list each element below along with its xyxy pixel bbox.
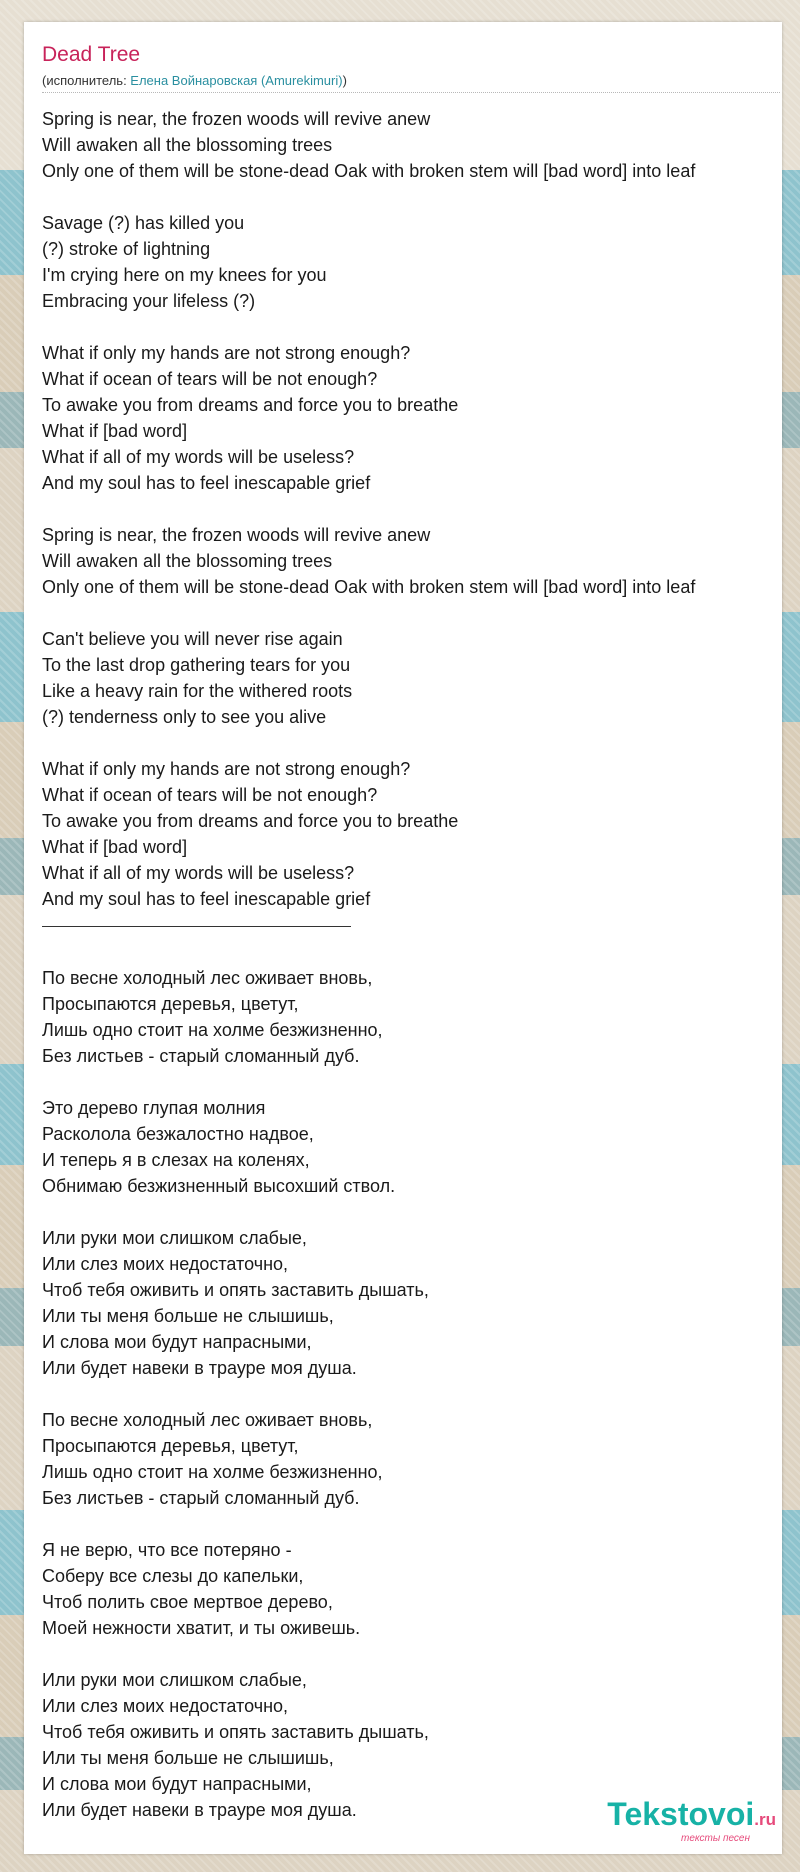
logo-tld: .ru <box>754 1810 776 1829</box>
english-lyric-line: What if ocean of tears will be not enough? <box>42 369 378 389</box>
english-lyric-line: And my soul has to feel inescapable grief <box>42 889 371 909</box>
lyrics-card <box>24 22 782 1854</box>
english-lyric-line: What if [bad word] <box>42 421 188 441</box>
english-lyric-line: Will awaken all the blossoming trees <box>42 551 333 571</box>
english-lyric-line: What if only my hands are not strong enough? <box>42 759 411 779</box>
russian-lyric-line: По весне холодный лес оживает вновь, <box>42 968 373 988</box>
english-lyric-line: What if [bad word] <box>42 837 188 857</box>
russian-lyric-line: Чтоб полить свое мертвое дерево, <box>42 1592 333 1612</box>
russian-lyric-line: И теперь я в слезах на коленях, <box>42 1150 310 1170</box>
russian-lyric-line: Просыпаются деревья, цветут, <box>42 994 299 1014</box>
english-lyric-line: To awake you from dreams and force you to breathe <box>42 811 459 831</box>
english-lyric-line: (?) stroke of lightning <box>42 239 211 259</box>
english-lyric-line: Spring is near, the frozen woods will revive anew <box>42 109 431 129</box>
artist-byline <box>42 73 347 88</box>
russian-lyric-line: Или руки мои слишком слабые, <box>42 1670 307 1690</box>
stanza-gap <box>42 1199 695 1225</box>
byline-prefix: (исполнитель: <box>42 73 131 88</box>
russian-lyric-line: Или слез моих недостаточно, <box>42 1696 289 1716</box>
song-title: Dead Tree <box>42 43 141 66</box>
russian-lyric-line: Расколола безжалостно надвое, <box>42 1124 314 1144</box>
russian-lyric-line: Лишь одно стоит на холме безжизненно, <box>42 1462 383 1482</box>
translation-divider <box>42 912 351 927</box>
russian-lyric-line: Я не верю, что все потеряно - <box>42 1540 292 1560</box>
english-lyric-line: And my soul has to feel inescapable grief <box>42 473 371 493</box>
stanza-gap <box>42 600 695 626</box>
russian-lyric-line: И слова мои будут напрасными, <box>42 1774 312 1794</box>
stanza-gap <box>42 314 695 340</box>
russian-lyric-line: Без листьев - старый сломанный дуб. <box>42 1046 360 1066</box>
english-lyric-line: I'm crying here on my knees for you <box>42 265 327 285</box>
russian-lyric-line: Или слез моих недостаточно, <box>42 1254 289 1274</box>
stanza-gap <box>42 1069 695 1095</box>
english-lyric-line: Can't believe you will never rise again <box>42 629 343 649</box>
english-lyric-line: To the last drop gathering tears for you <box>42 655 351 675</box>
russian-lyric-line: Чтоб тебя оживить и опять заставить дышать, <box>42 1722 429 1742</box>
stanza-gap <box>42 1381 695 1407</box>
logo-tagline: тексты песен <box>681 1833 750 1844</box>
english-lyric-line: (?) tenderness only to see you alive <box>42 707 327 727</box>
russian-lyric-line: Без листьев - старый сломанный дуб. <box>42 1488 360 1508</box>
english-lyric-line: Savage (?) has killed you <box>42 213 245 233</box>
russian-lyric-line: Или ты меня больше не слышишь, <box>42 1306 334 1326</box>
header-divider <box>42 92 780 93</box>
russian-lyric-line: Или ты меня больше не слышишь, <box>42 1748 334 1768</box>
english-lyric-line: Will awaken all the blossoming trees <box>42 135 333 155</box>
russian-lyric-line: Моей нежности хватит, и ты оживешь. <box>42 1618 361 1638</box>
lyrics-text <box>42 106 695 1823</box>
english-lyric-line: Embracing your lifeless (?) <box>42 291 256 311</box>
russian-lyric-line: Или руки мои слишком слабые, <box>42 1228 307 1248</box>
byline-suffix: ) <box>342 73 347 88</box>
english-lyric-line: What if all of my words will be useless? <box>42 863 355 883</box>
russian-lyric-line: Это дерево глупая молния <box>42 1098 266 1118</box>
english-lyric-line: Like a heavy rain for the withered roots <box>42 681 353 701</box>
artist-link[interactable]: Елена Войнаровская (Amurekimuri) <box>130 73 343 88</box>
english-lyric-line: To awake you from dreams and force you to breathe <box>42 395 459 415</box>
logo-brand: Tekstovoi <box>607 1796 755 1832</box>
stanza-gap <box>42 184 695 210</box>
stanza-gap <box>42 1641 695 1667</box>
english-lyric-line: What if all of my words will be useless? <box>42 447 355 467</box>
russian-lyric-line: По весне холодный лес оживает вновь, <box>42 1410 373 1430</box>
site-logo[interactable] <box>607 1798 776 1844</box>
stanza-gap <box>42 1511 695 1537</box>
russian-lyric-line: Или будет навеки в трауре моя душа. <box>42 1358 357 1378</box>
russian-lyric-line: Соберу все слезы до капельки, <box>42 1566 304 1586</box>
russian-lyric-line: Чтоб тебя оживить и опять заставить дышать, <box>42 1280 429 1300</box>
russian-lyric-line: Или будет навеки в трауре моя душа. <box>42 1800 357 1820</box>
english-lyric-line: What if only my hands are not strong enough? <box>42 343 411 363</box>
russian-lyric-line: Просыпаются деревья, цветут, <box>42 1436 299 1456</box>
stanza-gap <box>42 496 695 522</box>
russian-lyric-line: И слова мои будут напрасными, <box>42 1332 312 1352</box>
stanza-gap <box>42 730 695 756</box>
russian-lyric-line: Лишь одно стоит на холме безжизненно, <box>42 1020 383 1040</box>
english-lyric-line: Only one of them will be stone-dead Oak with broken stem will [bad word] into leaf <box>42 577 696 597</box>
english-lyric-line: Spring is near, the frozen woods will revive anew <box>42 525 431 545</box>
russian-lyric-line: Обнимаю безжизненный высохший ствол. <box>42 1176 396 1196</box>
english-lyric-line: Only one of them will be stone-dead Oak with broken stem will [bad word] into leaf <box>42 161 696 181</box>
english-lyric-line: What if ocean of tears will be not enough? <box>42 785 378 805</box>
